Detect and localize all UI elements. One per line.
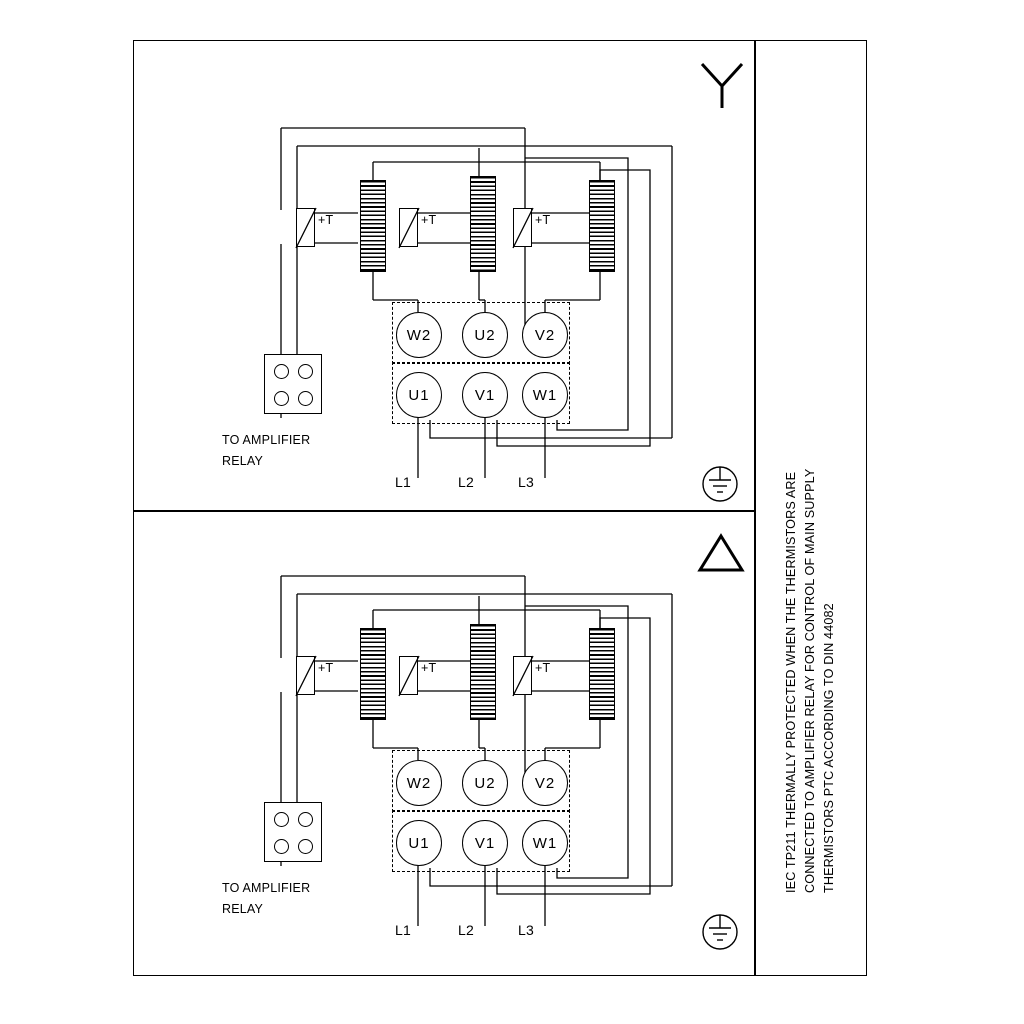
winding-coil-1-delta xyxy=(360,628,386,720)
supply-label-l2-delta: L2 xyxy=(458,922,474,938)
terminal-u2-star: U2 xyxy=(462,312,508,358)
connector-pin-2-delta xyxy=(298,812,313,827)
supply-label-l1-delta: L1 xyxy=(395,922,411,938)
terminal-u1-delta: U1 xyxy=(396,820,442,866)
terminal-v2-delta: V2 xyxy=(522,760,568,806)
note-line-3: THERMISTORS PTC ACCORDING TO DIN 44082 xyxy=(822,603,836,893)
terminal-w2-delta: W2 xyxy=(396,760,442,806)
thermistor-label-2-delta: +T xyxy=(421,661,437,675)
winding-coil-2-delta xyxy=(470,624,496,720)
terminal-v1-delta: V1 xyxy=(462,820,508,866)
terminal-u2-delta: U2 xyxy=(462,760,508,806)
winding-coil-3-delta xyxy=(589,628,615,720)
amplifier-label-line2-star: RELAY xyxy=(222,454,264,468)
connector-pin-4-delta xyxy=(298,839,313,854)
amplifier-label-line1-delta: TO AMPLIFIER xyxy=(222,881,311,895)
terminal-w2-star: W2 xyxy=(396,312,442,358)
supply-label-l3-star: L3 xyxy=(518,474,534,490)
connector-pin-3-delta xyxy=(274,839,289,854)
thermistor-1-delta-slash xyxy=(292,652,320,700)
supply-label-l1-star: L1 xyxy=(395,474,411,490)
thermistor-label-3-delta: +T xyxy=(535,661,551,675)
thermistor-label-1-star: +T xyxy=(318,213,334,227)
thermistor-label-1-delta: +T xyxy=(318,661,334,675)
thermistor-label-2-star: +T xyxy=(421,213,437,227)
amplifier-connector-box-delta xyxy=(264,802,322,862)
amplifier-label-line1-star: TO AMPLIFIER xyxy=(222,433,311,447)
thermistor-2-delta-slash xyxy=(395,652,423,700)
terminal-v2-star: V2 xyxy=(522,312,568,358)
terminal-u1-star: U1 xyxy=(396,372,442,418)
supply-label-l2-star: L2 xyxy=(458,474,474,490)
terminal-w1-star: W1 xyxy=(522,372,568,418)
supply-label-l3-delta: L3 xyxy=(518,922,534,938)
note-line-1: IEC TP211 THERMALLY PROTECTED WHEN THE THERMISTORS ARE xyxy=(784,471,798,893)
terminal-w1-delta: W1 xyxy=(522,820,568,866)
connector-pin-1-delta xyxy=(274,812,289,827)
thermistor-3-delta-slash xyxy=(509,652,537,700)
note-line-2: CONNECTED TO AMPLIFIER RELAY FOR CONTROL OF MAIN SUPPLY xyxy=(803,468,817,893)
amplifier-label-line2-delta: RELAY xyxy=(222,902,264,916)
thermistor-label-3-star: +T xyxy=(535,213,551,227)
terminal-v1-star: V1 xyxy=(462,372,508,418)
